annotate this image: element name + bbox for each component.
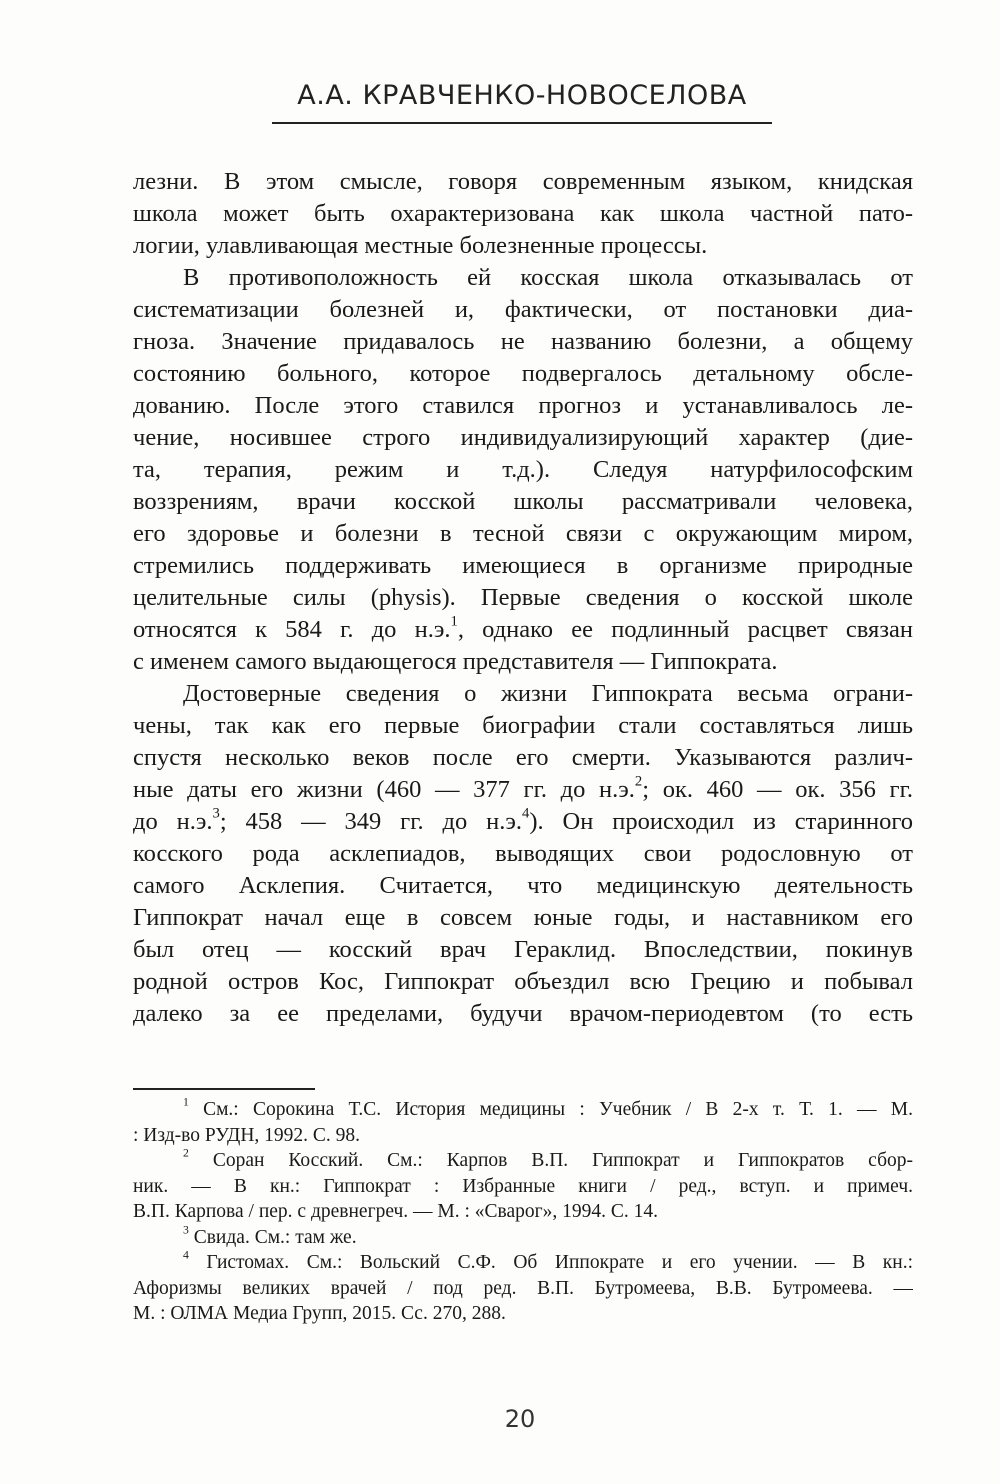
footnote-line — [133, 1276, 913, 1302]
footnote-ref: 3 — [183, 1224, 189, 1237]
body-line — [133, 390, 913, 422]
body-line — [133, 518, 913, 550]
text-run: Свида. См.: там же. — [188, 1226, 357, 1248]
body-line — [133, 838, 913, 870]
text-run: стремились поддерживать имеющиеся в организме природные — [133, 552, 913, 579]
text-run: : Изд-во РУДН, 1992. С. 98. — [133, 1124, 361, 1146]
body-line — [133, 806, 913, 838]
footnote-ref: 2 — [183, 1148, 189, 1160]
body-line — [133, 710, 913, 742]
text-run: та, терапия, режим и т.д.). Следуя натурфилософским — [133, 456, 913, 483]
header-rule — [272, 122, 772, 124]
text-run: лезни. В этом смысле, говоря современным языком, книдская — [133, 168, 913, 195]
body-line — [133, 422, 913, 454]
footnote-ref: 4 — [522, 806, 530, 822]
body-line — [133, 966, 913, 998]
text-run: дованию. После этого ставился прогноз и устанавливалось ле- — [133, 392, 913, 419]
text-run: относятся к 584 г. до н.э. — [133, 616, 451, 643]
body-line — [133, 774, 913, 806]
body-line — [133, 742, 913, 774]
body-line — [133, 582, 913, 614]
text-run: спустя несколько веков после его смерти. Указываются различ- — [133, 744, 913, 771]
body-text — [133, 166, 913, 1030]
body-line — [133, 934, 913, 966]
text-run: В противоположность ей косская школа отказывалась от — [183, 264, 913, 291]
body-line — [133, 550, 913, 582]
body-line — [133, 166, 913, 198]
text-run: См.: Сорокина Т.С. История медицины : Учебник / В 2-х т. Т. 1. — М. — [188, 1099, 913, 1120]
text-run: чены, так как его первые биографии стали составляться лишь — [133, 712, 913, 739]
text-run: был отец — косский врач Гераклид. Впоследствии, покинув — [133, 936, 913, 963]
footnote-line — [133, 1199, 913, 1225]
text-run: с именем самого выдающегося представителя — Гиппократа. — [133, 648, 778, 675]
footnote-ref: 2 — [634, 774, 643, 790]
footnote-ref: 4 — [183, 1250, 189, 1262]
footnote-separator — [133, 1088, 315, 1090]
body-line — [133, 262, 913, 294]
text-run: целительные силы (physis). Первые сведения о косской школе — [133, 584, 913, 611]
text-run: ; 458 — 349 гг. до н.э. — [219, 808, 523, 835]
text-run: ; ок. 460 — ок. 356 гг. — [642, 776, 913, 803]
body-line — [133, 454, 913, 486]
footnote-ref: 1 — [183, 1097, 189, 1109]
text-run: ). Он происходил из старинного — [529, 808, 913, 835]
text-run: состоянию больного, которое подвергалось детальному обсле- — [133, 360, 913, 387]
text-run: до н.э. — [133, 808, 213, 835]
body-line — [133, 198, 913, 230]
text-run: М. : ОЛМА Медиа Групп, 2015. Сс. 270, 288. — [133, 1303, 506, 1324]
body-line — [133, 230, 913, 262]
body-line — [133, 678, 913, 710]
footnote-line — [133, 1301, 913, 1327]
text-run: далеко за ее пределами, будучи врачом-периодевтом (то есть — [133, 1000, 913, 1027]
body-line — [133, 294, 913, 326]
body-line — [133, 646, 913, 678]
footnote-line — [133, 1174, 913, 1200]
footnote-line — [133, 1225, 913, 1251]
text-run: логии, улавливающая местные болезненные процессы. — [133, 232, 708, 259]
footnotes — [133, 1097, 913, 1327]
text-run: воззрениям, врачи косской школы рассматривали человека, — [133, 488, 913, 515]
text-run: , однако ее подлинный расцвет связан — [457, 616, 913, 643]
text-run: систематизации болезней и, фактически, от постановки диа- — [133, 296, 913, 323]
text-run: косского рода асклепиадов, выводящих свои родословную от — [133, 840, 913, 867]
footnote-line — [133, 1250, 913, 1276]
running-header: А.А. КРАВЧЕНКО-НОВОСЕЛОВА — [297, 80, 747, 111]
footnote-ref: 1 — [450, 614, 458, 630]
text-run: школа может быть охарактеризована как школа частной пато- — [133, 200, 913, 227]
page-number: 20 — [504, 1405, 536, 1433]
footnote-line — [133, 1097, 913, 1123]
body-line — [133, 358, 913, 390]
text-run: Афоризмы великих врачей / под ред. В.П. Бутромеева, В.В. Бутромеева. — — [133, 1277, 913, 1299]
text-run: Достоверные сведения о жизни Гиппократа весьма ограни- — [183, 680, 913, 707]
text-run: Гиппократ начал еще в совсем юные годы, и наставником его — [133, 904, 913, 931]
text-run: Соран Косский. См.: Карпов В.П. Гиппократ и Гиппократов сбор- — [188, 1150, 913, 1171]
body-line — [133, 998, 913, 1030]
footnote-line — [133, 1123, 913, 1149]
footnote-line — [133, 1148, 913, 1174]
body-line — [133, 614, 913, 646]
text-run: чение, носившее строго индивидуализирующий характер (дие- — [133, 424, 913, 451]
text-run: самого Асклепия. Считается, что медицинскую деятельность — [133, 872, 913, 899]
body-line — [133, 486, 913, 518]
body-line — [133, 326, 913, 358]
body-line — [133, 870, 913, 902]
text-run: Гистомах. См.: Вольский С.Ф. Об Иппократе и его учении. — В кн.: — [188, 1252, 913, 1273]
text-run: его здоровье и болезни в тесной связи с окружающим миром, — [133, 520, 913, 547]
text-run: ник. — В кн.: Гиппократ : Избранные книги / ред., вступ. и примеч. — [133, 1175, 913, 1197]
text-run: В.П. Карпова / пер. с древнегреч. — М. : «Сварог», 1994. С. 14. — [133, 1201, 659, 1222]
footnote-ref: 3 — [212, 806, 220, 822]
text-run: гноза. Значение придавалось не названию болезни, а общему — [133, 328, 913, 355]
text-run: ные даты его жизни (460 — 377 гг. до н.э. — [133, 776, 635, 803]
text-run: родной остров Кос, Гиппократ объездил всю Грецию и побывал — [133, 968, 913, 995]
body-line — [133, 902, 913, 934]
